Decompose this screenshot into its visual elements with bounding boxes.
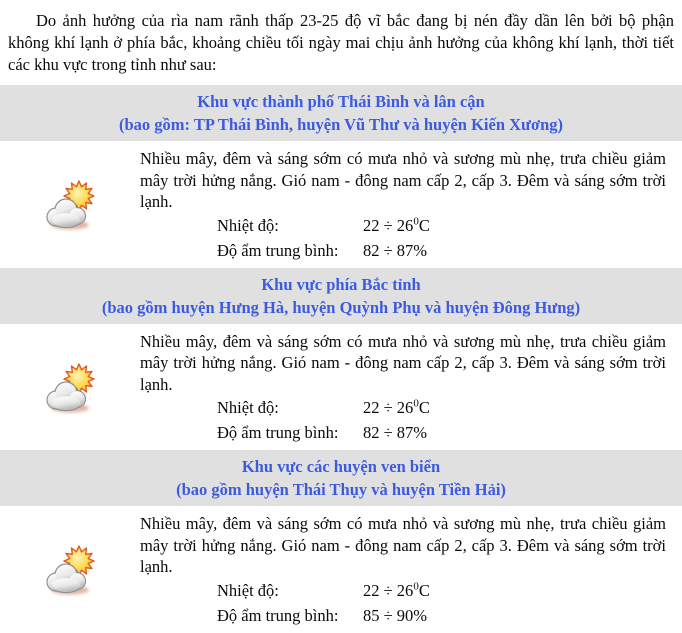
temperature-label: Nhiệt độ: bbox=[217, 398, 279, 417]
icon-column bbox=[0, 331, 140, 446]
partly-cloudy-icon bbox=[38, 361, 102, 415]
region-title: Khu vực phía Bắc tỉnh bbox=[261, 274, 421, 294]
humidity-value: 82 ÷ 87% bbox=[363, 423, 428, 442]
degree-superscript: 0 bbox=[413, 215, 419, 227]
region-body bbox=[0, 506, 682, 633]
humidity-label: Độ ẩm trung bình: bbox=[217, 423, 339, 442]
region-header bbox=[0, 85, 682, 141]
humidity-label: Độ ẩm trung bình: bbox=[217, 240, 339, 260]
forecast-description: Nhiều mây, đêm và sáng sớm có mưa nhỏ và sương mù nhẹ, trưa chiều giảm mây trời hửng nắng. Gió nam - đông nam cấp 2, cấp 3. Đêm và sáng sớm trời lạnh. bbox=[140, 149, 666, 211]
region-header bbox=[0, 450, 682, 506]
region-subtitle: (bao gồm huyện Hưng Hà, huyện Quỳnh Phụ và huyện Đông Hưng) bbox=[101, 297, 581, 317]
partly-cloudy-icon bbox=[38, 178, 102, 232]
temperature-row bbox=[217, 396, 666, 420]
region-header bbox=[0, 268, 682, 324]
forecast-text-column bbox=[140, 513, 682, 628]
temperature-value: $22 \div 26^0C$ bbox=[363, 397, 430, 417]
region-section-north bbox=[0, 268, 682, 451]
region-subtitle: (bao gồm: TP Thái Bình, huyện Vũ Thư và huyện Kiến Xương) bbox=[118, 115, 564, 134]
temperature-value: $22 \div 26^0C$ bbox=[363, 215, 430, 235]
forecast-text-column bbox=[140, 148, 682, 263]
region-section-coastal bbox=[0, 450, 682, 633]
forecast-description: Nhiều mây, đêm và sáng sớm có mưa nhỏ và sương mù nhẹ, trưa chiều giảm mây trời hửng nắng. Gió nam - đông nam cấp 2, cấp 3. Đêm và sáng sớm trời lạnh. bbox=[140, 331, 666, 394]
temperature-row bbox=[217, 214, 666, 238]
temperature-label: Nhiệt độ: bbox=[217, 580, 279, 600]
degree-superscript: 0 bbox=[413, 580, 419, 592]
region-body bbox=[0, 324, 682, 451]
degree-superscript: 0 bbox=[413, 397, 419, 410]
region-title: Khu vực thành phố Thái Bình và lân cận bbox=[197, 92, 485, 111]
temperature-label: Nhiệt độ: bbox=[217, 215, 279, 235]
partly-cloudy-icon bbox=[38, 543, 102, 597]
humidity-value: 85 ÷ 90% bbox=[363, 605, 428, 625]
region-section-thai-binh-city bbox=[0, 85, 682, 268]
humidity-value: 82 ÷ 87% bbox=[363, 240, 428, 260]
icon-column bbox=[0, 513, 140, 628]
humidity-row bbox=[217, 604, 666, 628]
forecast-description: Nhiều mây, đêm và sáng sớm có mưa nhỏ và sương mù nhẹ, trưa chiều giảm mây trời hửng nắng. Gió nam - đông nam cấp 2, cấp 3. Đêm và sáng sớm trời lạnh. bbox=[140, 514, 666, 576]
humidity-row bbox=[217, 421, 666, 445]
temperature-value: $22 \div 26^0C$ bbox=[363, 580, 430, 600]
humidity-row bbox=[217, 239, 666, 263]
region-body bbox=[0, 141, 682, 268]
intro-paragraph: Do ảnh hưởng của rìa nam rãnh thấp 23-25 độ vĩ bắc đang bị nén đầy dần lên bởi bộ phận không khí lạnh ở phía bắc, khoảng chiều tối ngày mai chịu ảnh hưởng của không khí lạnh, thời tiết các khu vực trong tỉnh như sau: bbox=[8, 11, 674, 74]
temperature-row bbox=[217, 579, 666, 603]
forecast-text-column bbox=[140, 331, 682, 446]
region-subtitle: (bao gồm huyện Thái Thụy và huyện Tiền Hải) bbox=[176, 480, 506, 499]
region-title: Khu vực các huyện ven biển bbox=[241, 457, 441, 476]
icon-column bbox=[0, 148, 140, 263]
humidity-label: Độ ẩm trung bình: bbox=[217, 605, 339, 625]
